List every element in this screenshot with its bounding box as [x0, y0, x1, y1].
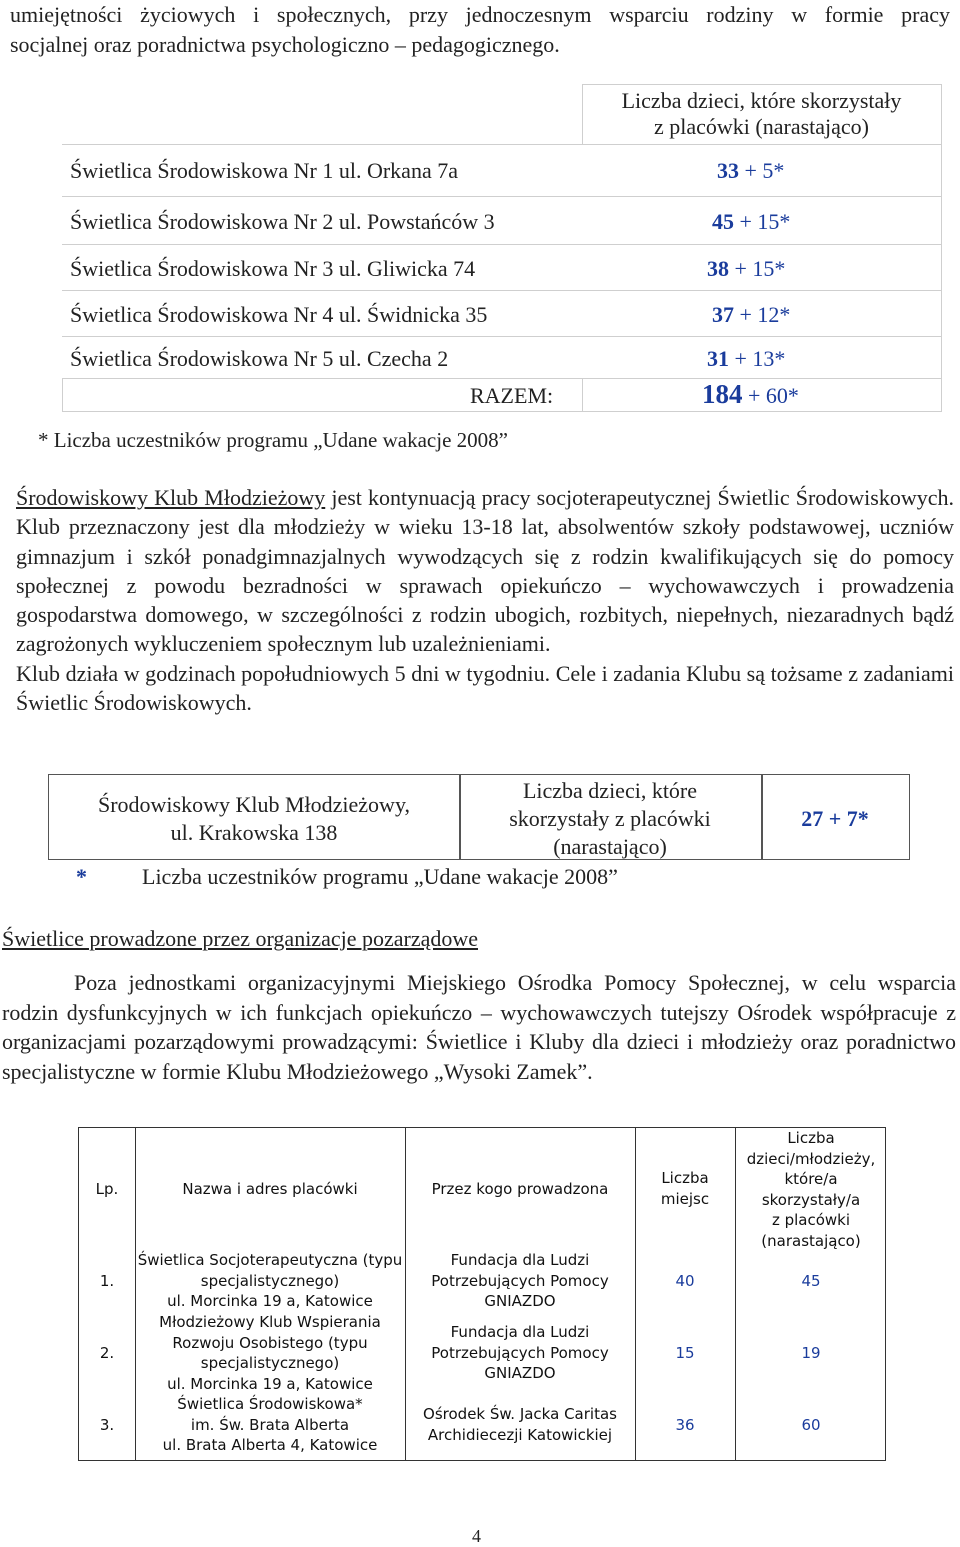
row1-name	[135, 1250, 405, 1312]
table1-total-value: 184 + 60*	[702, 379, 799, 409]
row2-count: 19	[801, 1344, 821, 1362]
youth-club-name: Środowiskowy Klub Młodzieżowy	[16, 485, 326, 510]
youth-club-text-2: Klub działa w godzinach popołudniowych 5 dni w tygodniu. Cele i zadania Klubu są tożsame z zadaniami Świetlic Środowiskowych.	[16, 660, 954, 716]
row2-name-line4: ul. Morcinka 19 a, Katowice	[167, 1374, 373, 1393]
row2-lp: 2.	[99, 1344, 115, 1362]
table2-footnote-text: Liczba uczestników programu „Udane wakacje 2008”	[142, 864, 618, 889]
row1-run-by-line3: GNIAZDO	[484, 1292, 556, 1310]
header-places	[635, 1168, 735, 1209]
table2-footnote	[76, 864, 618, 890]
table1-row-5-value: 31 + 13*	[707, 346, 786, 371]
table1-row-3-name: Świetlica Środowiskowa Nr 3 ul. Gliwicka 74	[70, 256, 476, 281]
header-count-line2: dzieci/młodzieży,	[746, 1149, 876, 1168]
youth-club-value: 27 + 7*	[801, 806, 869, 831]
row3-name	[135, 1394, 405, 1456]
header-count-line4: skorzystały/a	[761, 1190, 861, 1209]
row3-places: 36	[675, 1416, 695, 1434]
intro-line-2: socjalnej oraz poradnictwa psychologiczno – pedagogicznego.	[10, 32, 560, 57]
row3-lp: 3.	[99, 1416, 115, 1434]
header-count-line5: z placówki	[771, 1211, 851, 1229]
header-run-by: Przez kogo prowadzona	[431, 1180, 609, 1198]
intro-line-1: umiejętności życiowych i społecznych, przy jednoczesnym wsparciu rodziny w formie pracy	[10, 2, 950, 27]
table1-row-4-value: 37 + 12*	[712, 302, 791, 327]
table1-row-1-name: Świetlica Środowiskowa Nr 1 ul. Orkana 7a	[70, 158, 458, 183]
row1-run-by-line1: Fundacja dla Ludzi	[450, 1251, 590, 1269]
header-places-line1: Liczba	[661, 1169, 709, 1187]
youth-club-text: jest kontynuacją pracy socjoterapeutycznej Świetlic Środowiskowych. Klub przeznaczony jest dla młodzieży w wieku 13-18 lat, absolwentów szkoły podstawowej, uczniów gimnazjum i szkół ponadgimnazjalnych wywodzących się z rodzin kwalifikujących się do pomocy społecznej z powodu bezradności w sprawach opiekuńczo – wychowawczych i prowadzenia gospodarstwa domowego, w szczególności z rodzin ubogich, rozbitych, niepełnych, niezaradnych bądź zagrożonych wykluczeniem społecznym lub uzależnieniami.	[16, 485, 954, 657]
header-lp: Lp.	[95, 1180, 119, 1198]
table1-footnote: * Liczba uczestników programu „Udane wakacje 2008”	[38, 428, 508, 452]
youth-club-address-line1: Środowiskowy Klub Młodzieżowy,	[97, 792, 411, 817]
row1-name-line2: specjalistycznego)	[200, 1271, 340, 1290]
ngo-section-heading: Świetlice prowadzone przez organizacje pozarządowe	[2, 926, 479, 951]
table2-footnote-star: *	[76, 864, 87, 889]
row3-name-line1: Świetlica Środowiskowa*	[177, 1395, 363, 1413]
row2-name-line2: Rozwoju Osobistego (typu	[172, 1333, 368, 1352]
ngo-section-paragraph: Poza jednostkami organizacyjnymi Miejskiego Ośrodka Pomocy Społecznej, w celu wsparcia rodzin dysfunkcyjnych w ich funkcjach opiekuńczo – wychowawczych tutejszy Ośrodek współpracuje z organizacjami pozarządowymi prowadzącymi: Świetlice i Kluby dla dzieci i młodzieży oraz poradnictwo specjalistyczne w formie Klubu Młodzieżowego „Wysoki Zamek”.	[2, 970, 956, 1084]
row1-places: 40	[675, 1272, 695, 1290]
youth-club-header-line2: skorzystały z placówki	[509, 806, 711, 831]
youth-club-address	[49, 791, 459, 847]
row3-name-line3: ul. Brata Alberta 4, Katowice	[162, 1436, 378, 1454]
row1-count: 45	[801, 1272, 821, 1290]
table1-row-2-name: Świetlica Środowiskowa Nr 2 ul. Powstańców 3	[70, 209, 495, 234]
row2-name	[135, 1312, 405, 1394]
table1-row-4-name: Świetlica Środowiskowa Nr 4 ul. Świdnicka 35	[70, 302, 488, 327]
row2-run-by-line1: Fundacja dla Ludzi	[450, 1323, 590, 1341]
youth-club-paragraph	[16, 483, 954, 717]
row2-name-line1: Młodzieżowy Klub Wspierania	[159, 1313, 381, 1331]
row3-run-by	[405, 1404, 635, 1445]
header-count	[735, 1128, 887, 1251]
table1-row-5-name: Świetlica Środowiskowa Nr 5 ul. Czecha 2	[70, 346, 449, 371]
row2-places: 15	[675, 1344, 695, 1362]
intro-paragraph	[10, 0, 950, 60]
table1-total-label: RAZEM:	[470, 383, 554, 408]
youth-club-address-line2: ul. Krakowska 138	[170, 820, 338, 845]
row3-name-line2: im. Św. Brata Alberta	[190, 1415, 350, 1434]
header-places-line2: miejsc	[660, 1189, 710, 1208]
youth-club-header	[459, 777, 761, 861]
row2-run-by-line3: GNIAZDO	[484, 1364, 556, 1382]
row3-run-by-line2: Archidiecezji Katowickiej	[427, 1425, 613, 1444]
row2-run-by-line2: Potrzebujących Pomocy	[431, 1343, 609, 1362]
community-centers-table	[62, 84, 942, 412]
row3-count: 60	[801, 1416, 821, 1434]
row1-name-line3: ul. Morcinka 19 a, Katowice	[167, 1292, 373, 1310]
header-count-line6: (narastająco)	[761, 1231, 861, 1250]
ngo-facilities-table	[78, 1127, 886, 1461]
table1-row-3-value: 38 + 15*	[707, 256, 786, 281]
row3-run-by-line1: Ośrodek Św. Jacka Caritas	[423, 1405, 617, 1423]
youth-club-header-line1: Liczba dzieci, które	[522, 778, 698, 803]
row1-run-by-line2: Potrzebujących Pomocy	[431, 1271, 609, 1290]
table1-row-1-value: 33 + 5*	[717, 158, 785, 183]
page-number: 4	[472, 1526, 481, 1546]
row2-run-by	[405, 1322, 635, 1384]
row1-name-line1: Świetlica Socjoterapeutyczna (typu	[137, 1251, 403, 1269]
header-count-line1: Liczba	[787, 1129, 835, 1147]
header-count-line3: które/a	[784, 1170, 838, 1188]
youth-club-table	[48, 774, 910, 860]
table1-row-2-value: 45 + 15*	[712, 209, 791, 234]
header-name: Nazwa i adres placówki	[182, 1180, 358, 1198]
table1-header-line1: Liczba dzieci, które skorzystały	[621, 88, 902, 113]
table1-header	[582, 88, 941, 140]
row1-run-by	[405, 1250, 635, 1312]
table1-header-line2: z placówki (narastająco)	[654, 114, 869, 139]
youth-club-header-line3: (narastająco)	[553, 834, 667, 859]
row1-lp: 1.	[99, 1272, 115, 1290]
row2-name-line3: specjalistycznego)	[200, 1354, 340, 1372]
